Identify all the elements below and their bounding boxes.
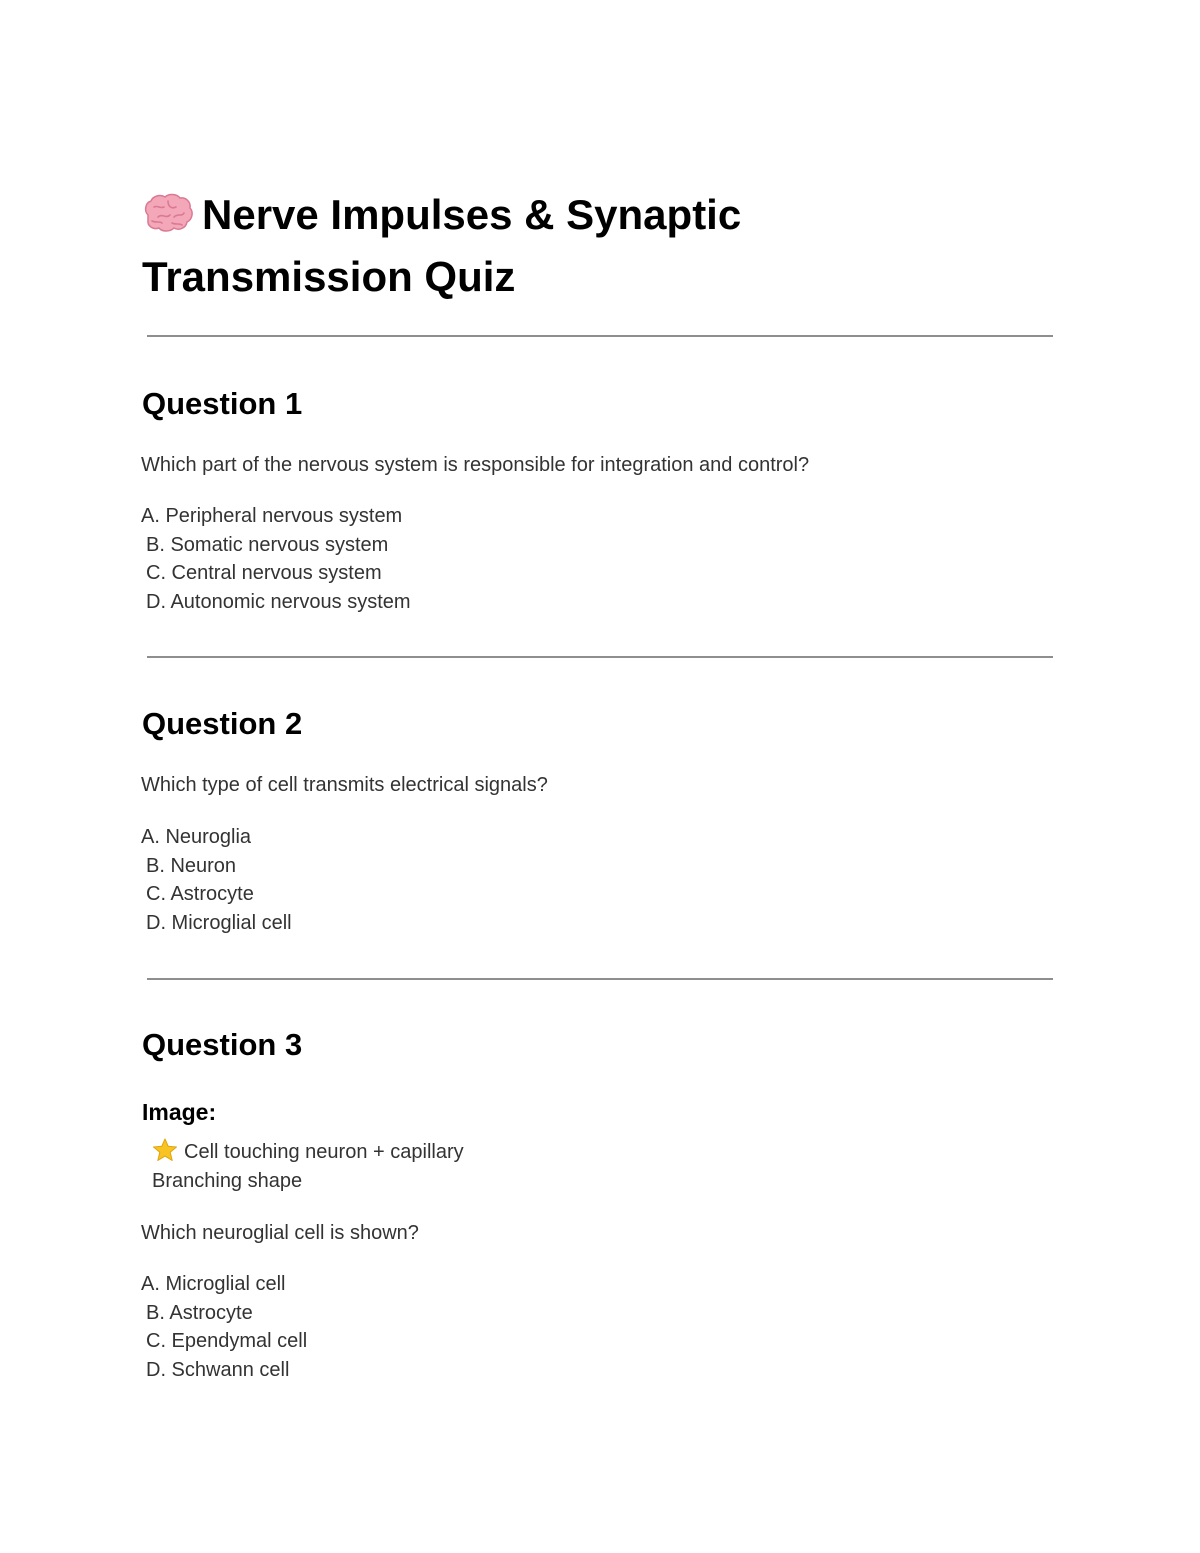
option-b: B. Somatic nervous system [146, 533, 389, 556]
question-1-text: Which part of the nervous system is responsible for integration and control? [141, 454, 810, 476]
option-d: D. Microglial cell [146, 911, 292, 934]
page-title-text: Nerve Impulses & Synaptic Transmission Quiz [142, 191, 742, 300]
image-description [152, 1138, 464, 1195]
option-b: B. Neuron [146, 854, 237, 877]
brain-icon [142, 188, 194, 228]
question-2-options [141, 823, 292, 937]
question-3-options [141, 1270, 307, 1384]
option-a: A. Neuroglia [141, 826, 252, 848]
question-2-text: Which type of cell transmits electrical signals? [141, 774, 548, 796]
star-icon [152, 1138, 178, 1162]
option-b: B. Astrocyte [146, 1301, 253, 1324]
question-3-text: Which neuroglial cell is shown? [141, 1222, 419, 1244]
divider [147, 335, 1053, 337]
divider [147, 656, 1053, 658]
image-line-2: Branching shape [152, 1169, 303, 1192]
question-3-heading: Question 3 [142, 1027, 303, 1062]
page-title [142, 184, 842, 308]
image-line-1 [152, 1138, 464, 1167]
option-c: C. Central nervous system [146, 562, 382, 584]
image-label: Image: [142, 1099, 217, 1125]
option-d: D. Schwann cell [146, 1358, 290, 1381]
option-c: C. Astrocyte [146, 883, 254, 905]
option-a: A. Peripheral nervous system [141, 505, 403, 527]
image-line-1-text: Cell touching neuron + capillary [184, 1141, 464, 1163]
question-1-options [141, 502, 411, 616]
divider [147, 978, 1053, 980]
question-1-heading: Question 1 [142, 386, 303, 421]
option-c: C. Ependymal cell [146, 1330, 308, 1352]
option-d: D. Autonomic nervous system [146, 590, 411, 613]
question-2-heading: Question 2 [142, 706, 303, 741]
option-a: A. Microglial cell [141, 1273, 286, 1295]
